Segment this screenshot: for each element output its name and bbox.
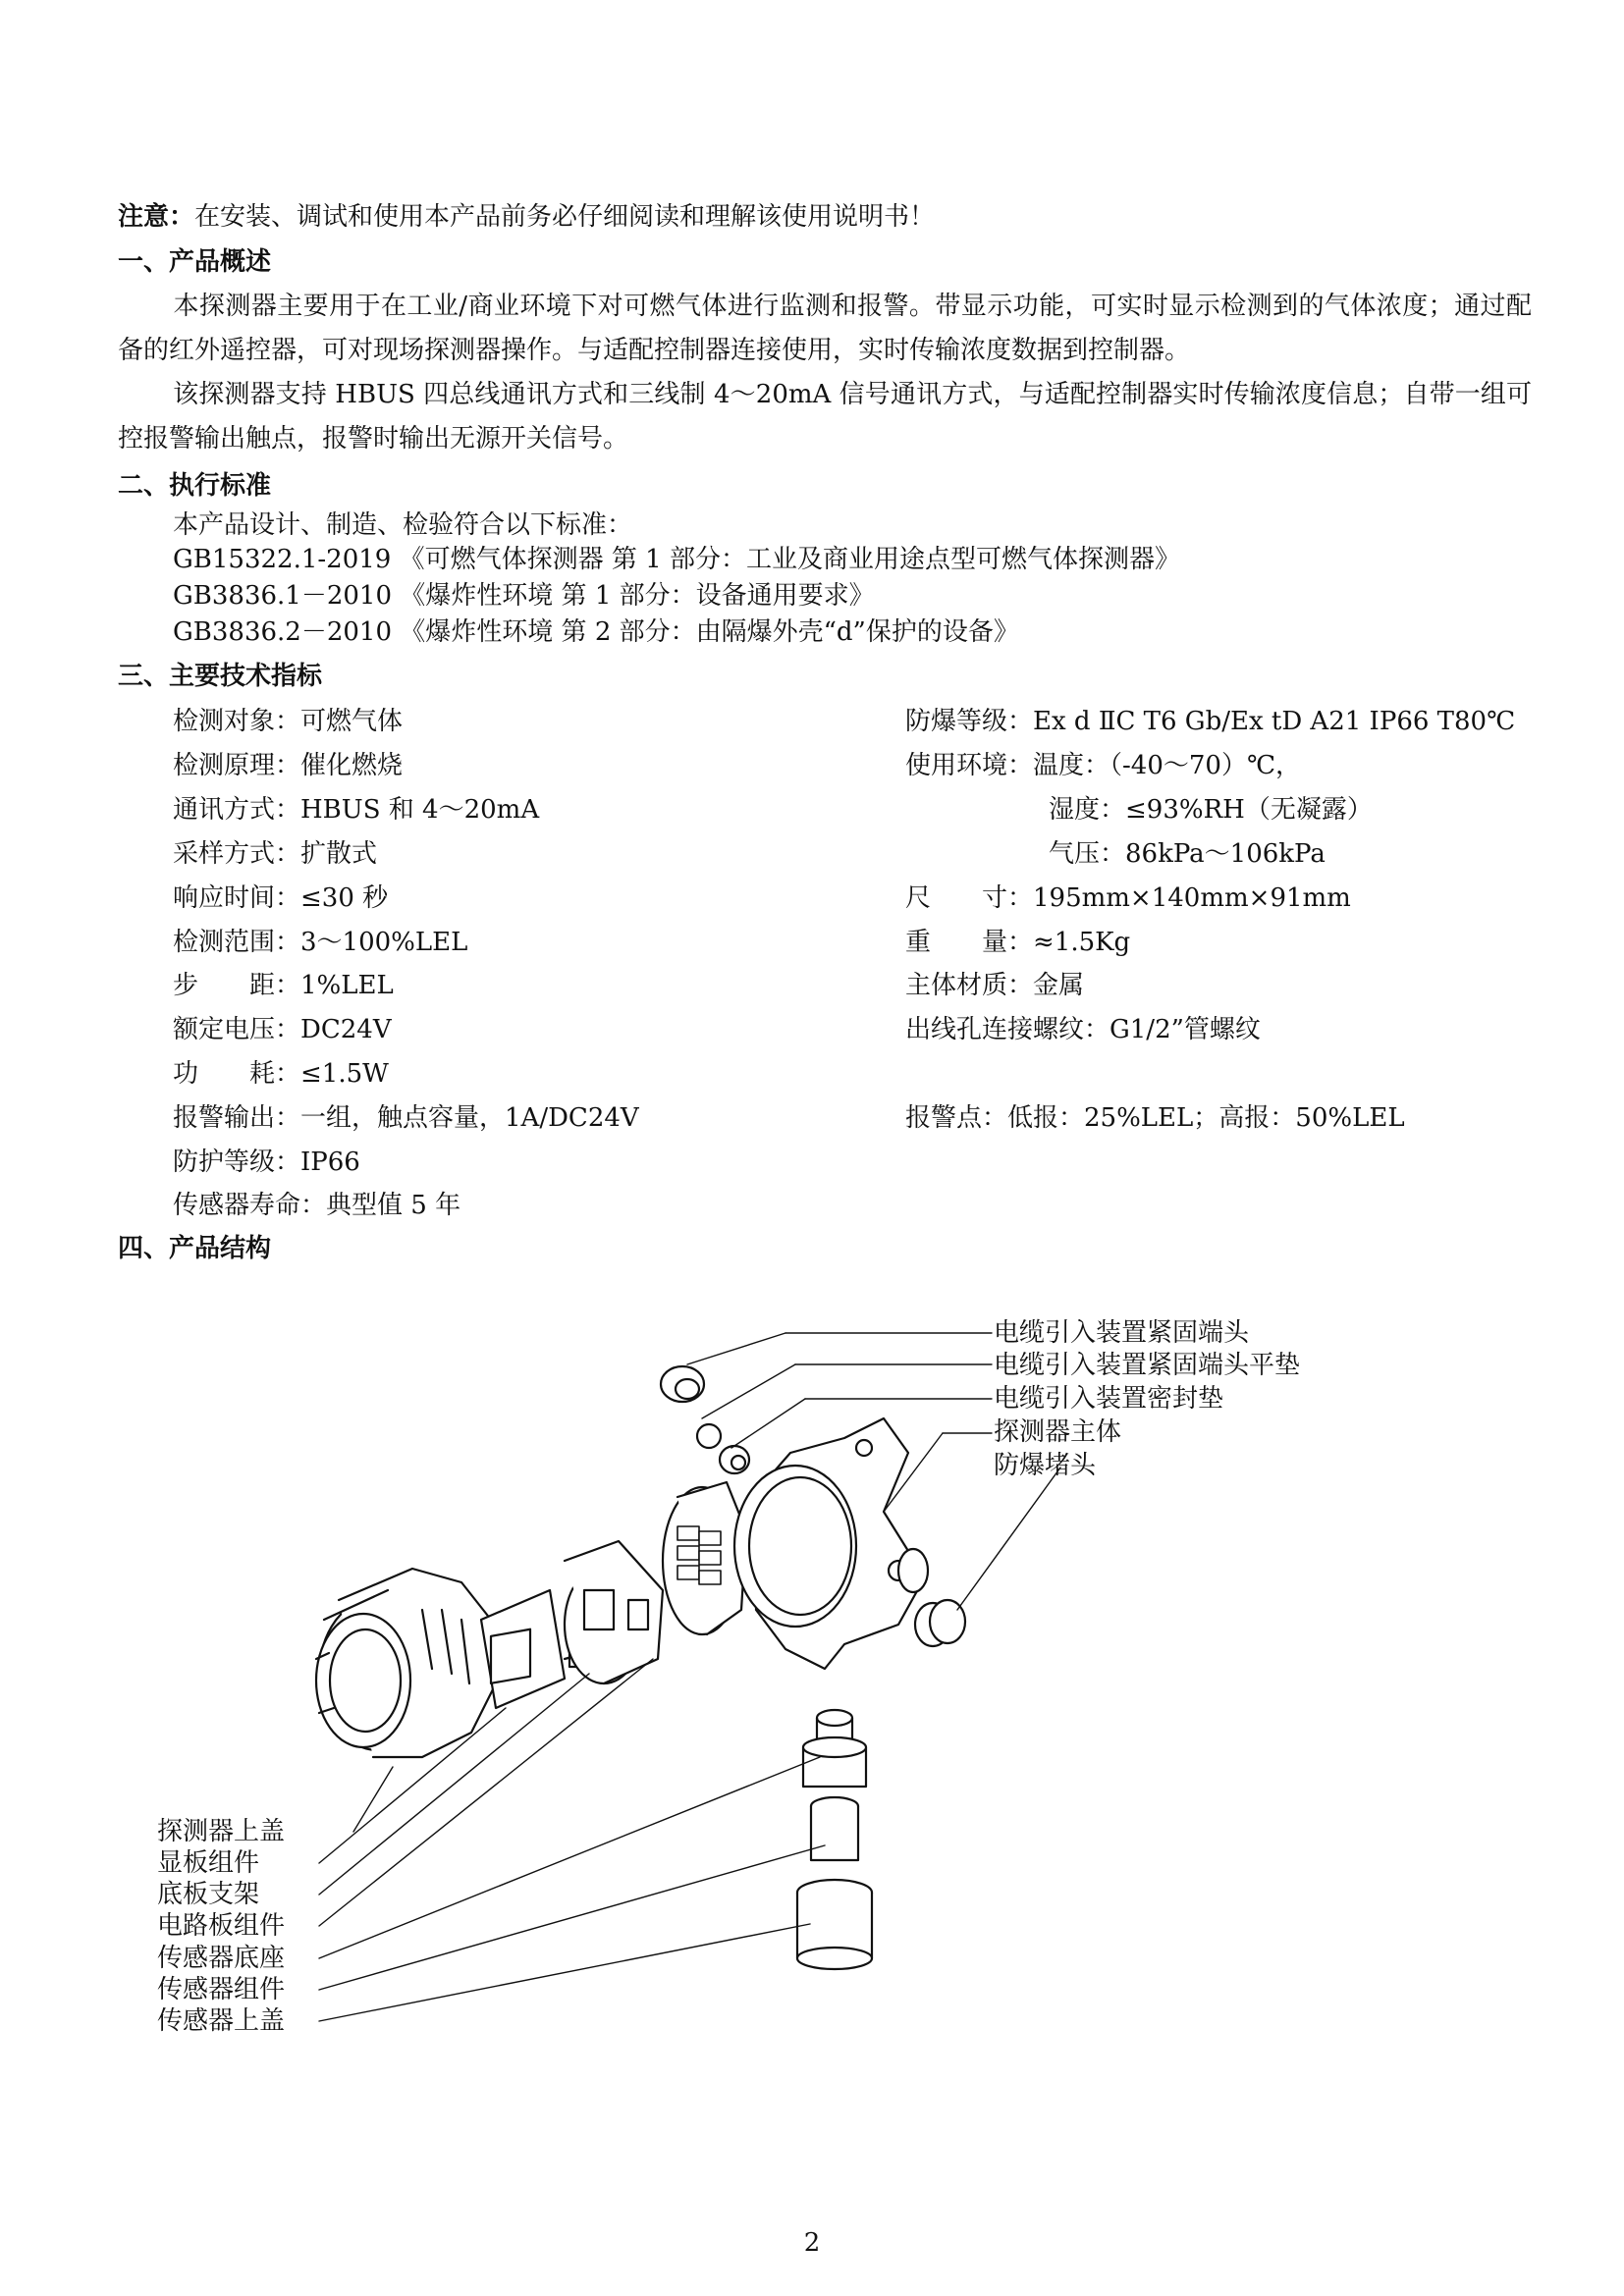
section1-p2-text: 该探测器支持 HBUS 四总线通讯方式和三线制 4～20mA 信号通讯方式，与适配控制器实时传输浓度信息；自带一组可控报警输出触点，报警时输出无源开关信号。: [118, 380, 1532, 454]
section1-p1-text: 本探测器主要用于在工业/商业环境下对可燃气体进行监测和报警。带显示功能，可实时显示检测到的气体浓度；通过配备的红外遥控器，可对现场探测器操作。与适配控制器连接使用，实时传输浓度数据到控制器。: [118, 292, 1532, 365]
callout-display-board: 显板组件: [157, 1848, 260, 1878]
section1-heading: 一、产品概述: [118, 247, 272, 277]
spec-left-item: 步 距：1%LEL: [173, 971, 394, 1000]
section1-paragraph-2: [118, 373, 1532, 461]
spec-right-item: 重 量：≈1.5Kg: [905, 928, 1131, 957]
standard-item: GB3836.2－2010 《爆炸性环境 第 2 部分：由隔爆外壳“d”保护的设备》: [173, 617, 1019, 647]
notice-text: 在安装、调试和使用本产品前务必仔细阅读和理解该使用说明书！: [194, 202, 936, 232]
spec-right-item: 尺 寸：195mm×140mm×91mm: [905, 883, 1351, 913]
detector-cover-drawing: [316, 1569, 496, 1757]
callout-blanking-plug: 防爆堵头: [994, 1451, 1097, 1480]
callout-bracket: 底板支架: [157, 1880, 260, 1909]
spec-left-item: 报警输出：一组，触点容量，1A/DC24V: [173, 1103, 639, 1133]
section2-intro: 本产品设计、制造、检验符合以下标准：: [173, 510, 633, 540]
callout-cable-gland-seal: 电缆引入装置密封垫: [994, 1384, 1224, 1414]
callout-circuit-board: 电路板组件: [157, 1911, 286, 1941]
section3-heading: 三、主要技术指标: [118, 662, 323, 691]
page-number: 2: [803, 2228, 821, 2258]
spec-left-item: 功 耗：≤1.5W: [173, 1059, 389, 1089]
spec-left-item: 检测原理：催化燃烧: [173, 751, 404, 780]
spec-right-item: 出线孔连接螺纹：G1/2”管螺纹: [905, 1015, 1261, 1044]
detector-body-drawing: [734, 1418, 928, 1669]
section1-paragraph-1: [118, 285, 1532, 373]
spec-right-item: 湿度：≤93%RH（无凝露）: [1049, 795, 1373, 825]
cable-gland-drawing: [661, 1366, 749, 1473]
spec-right-item: 报警点：低报：25%LEL；高报：50%LEL: [905, 1103, 1405, 1133]
callout-cable-gland-cap: 电缆引入装置紧固端头: [994, 1318, 1250, 1348]
callout-sensor-assembly: 传感器组件: [157, 1975, 286, 2004]
spec-right-item: 防爆等级：Ex d ⅡC T6 Gb/Ex tD A21 IP66 T80℃: [905, 707, 1516, 736]
section4-heading: 四、产品结构: [118, 1234, 272, 1263]
callout-detector-body: 探测器主体: [994, 1417, 1122, 1447]
spec-left-item: 通讯方式：HBUS 和 4～20mA: [173, 795, 540, 825]
spec-left-item: 传感器寿命：典型值 5 年: [173, 1191, 461, 1220]
spec-left-item: 采样方式：扩散式: [173, 839, 378, 869]
spec-right-item: 主体材质：金属: [905, 971, 1085, 1000]
circuit-board-drawing: [663, 1482, 746, 1634]
spec-left-item: 额定电压：DC24V: [173, 1015, 392, 1044]
spec-left-item: 响应时间：≤30 秒: [173, 883, 389, 913]
callout-cable-gland-washer: 电缆引入装置紧固端头平垫: [994, 1351, 1301, 1380]
spec-left-item: 检测范围：3～100%LEL: [173, 928, 468, 957]
section2-heading: 二、执行标准: [118, 471, 272, 501]
spec-right-item: 气压：86kPa～106kPa: [1049, 839, 1326, 869]
callout-detector-cover: 探测器上盖: [157, 1817, 286, 1846]
spec-right-item: 使用环境：温度：（-40～70）℃，: [905, 751, 1302, 780]
blanking-plug-drawing: [915, 1600, 965, 1646]
sensor-parts-drawing: [797, 1710, 872, 1969]
standard-item: GB15322.1-2019 《可燃气体探测器 第 1 部分：工业及商业用途点型可燃气体探测器》: [173, 545, 1180, 574]
spec-left-item: 检测对象：可燃气体: [173, 707, 404, 736]
spec-left-item: 防护等级：IP66: [173, 1148, 360, 1177]
notice: [118, 200, 935, 234]
standard-item: GB3836.1－2010 《爆炸性环境 第 1 部分：设备通用要求》: [173, 581, 875, 611]
callout-sensor-cover: 传感器上盖: [157, 2006, 286, 2036]
callout-sensor-base: 传感器底座: [157, 1944, 286, 1973]
notice-label: 注意：: [118, 202, 195, 232]
